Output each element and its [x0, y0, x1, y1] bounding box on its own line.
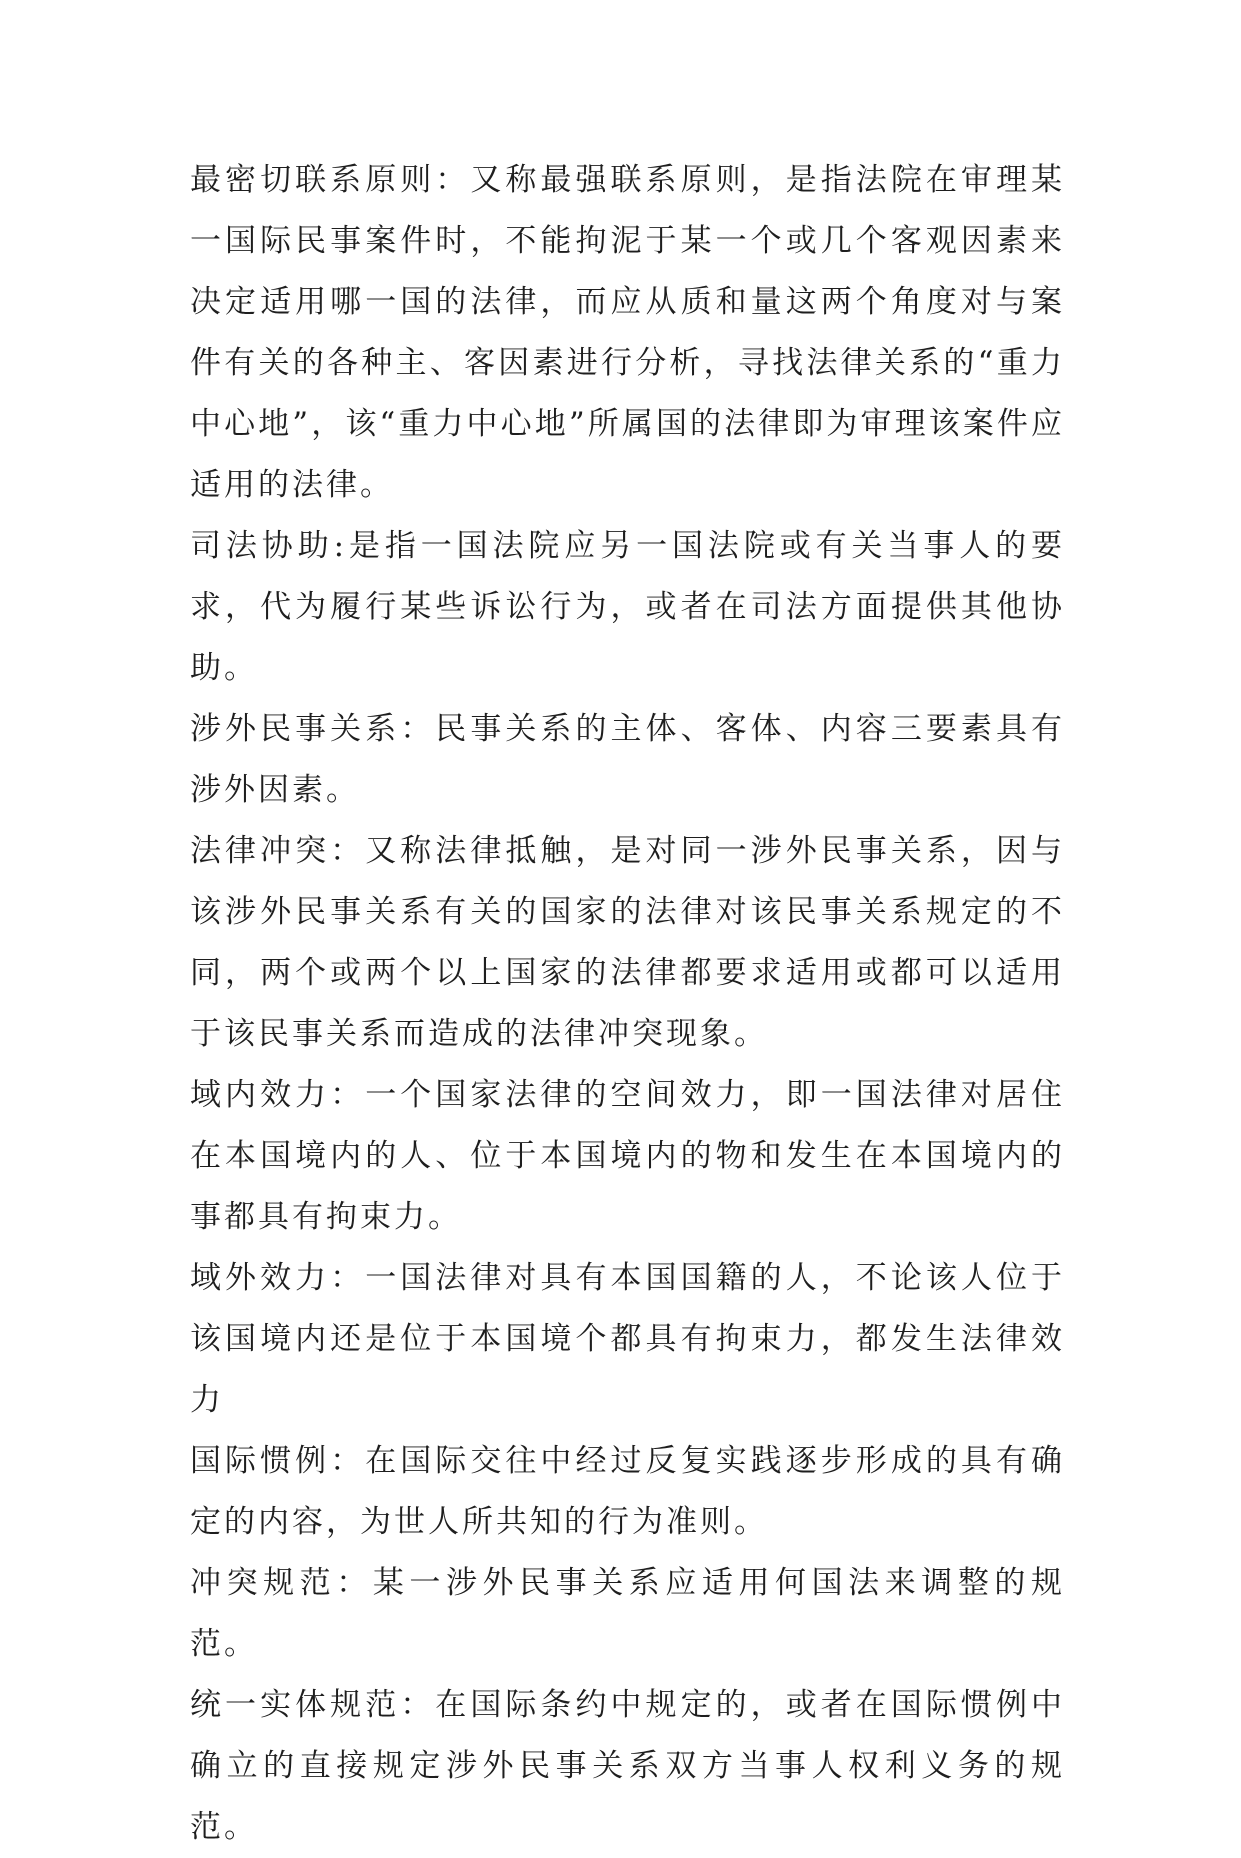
entry-definition: 又称最强联系原则，是指法院在审理某一国际民事案件时，不能拘泥于某一个或几个客观因素来决定适用哪一国的法律，而应从质和量这两个角度对与案件有关的各种主、客因素进行分析，寻找法律关系的“重力中心地”，该“重力中心地”所属国的法律即为审理该案件应适用的法律。: [190, 162, 1066, 503]
entry-term: 涉外民事关系：: [190, 711, 436, 747]
entry-term: 司法协助:: [190, 528, 348, 564]
entry-term: 域内效力：: [190, 1077, 366, 1113]
entry-definition: 是指一国法院应另一国法院或有关当事人的要求，代为履行某些诉讼行为，或者在司法方面提供其他协助。: [190, 528, 1066, 686]
entry-definition: 一国法律对具有本国国籍的人，不论该人位于该国境内还是位于本国境个都具有拘束力，都发生法律效力: [190, 1260, 1066, 1418]
glossary-entry-extraterritorial-effect: [190, 1248, 1065, 1431]
glossary-entry-closest-connection: [190, 150, 1065, 516]
entry-definition: 一个国家法律的空间效力，即一国法律对居住在本国境内的人、位于本国境内的物和发生在本国境内的事都具有拘束力。: [190, 1077, 1066, 1235]
entry-term: 最密切联系原则：: [190, 162, 471, 198]
entry-term: 法律冲突：: [190, 833, 366, 869]
glossary-entry-foreign-civil-relation: [190, 699, 1065, 821]
glossary-entry-uniform-substantive-norm: [190, 1675, 1065, 1858]
glossary-entry-domestic-effect: [190, 1065, 1065, 1248]
glossary-entry-conflict-of-laws: [190, 821, 1065, 1065]
glossary-entry-conflict-norm: [190, 1553, 1065, 1675]
entry-definition: 民事关系的主体、客体、内容三要素具有涉外因素。: [190, 711, 1066, 808]
entry-term: 冲突规范：: [190, 1565, 373, 1601]
glossary-entry-judicial-assistance: [190, 516, 1065, 699]
entry-term: 统一实体规范：: [190, 1687, 436, 1723]
entry-definition: 某一涉外民事关系应适用何国法来调整的规范。: [190, 1565, 1065, 1662]
glossary-entry-international-custom: [190, 1431, 1065, 1553]
entry-definition: 在国际条约中规定的，或者在国际惯例中确立的直接规定涉外民事关系双方当事人权利义务的规范。: [190, 1687, 1066, 1845]
glossary-text: [190, 150, 1065, 1858]
entry-term: 国际惯例：: [190, 1443, 366, 1479]
entry-definition: 在国际交往中经过反复实践逐步形成的具有确定的内容，为世人所共知的行为准则。: [190, 1443, 1066, 1540]
entry-definition: 又称法律抵触，是对同一涉外民事关系，因与该涉外民事关系有关的国家的法律对该民事关系规定的不同，两个或两个以上国家的法律都要求适用或都可以适用于该民事关系而造成的法律冲突现象。: [190, 833, 1066, 1052]
entry-term: 域外效力：: [190, 1260, 366, 1296]
